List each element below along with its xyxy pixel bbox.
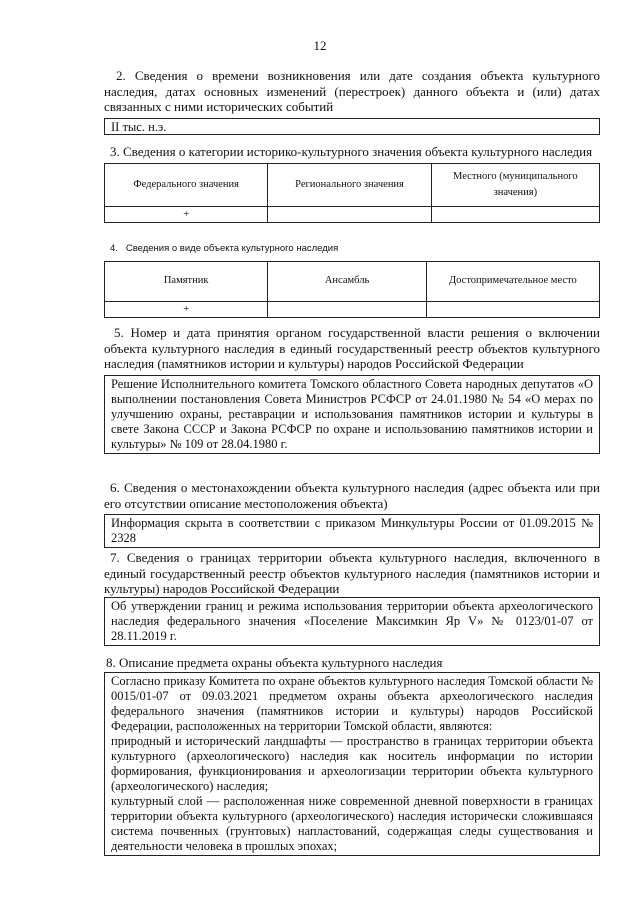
section-3: [104, 144, 600, 223]
section-5-title: 5. Номер и дата принятия органом государственной власти решения о включении объекта культурного наследия в единый государственный реестр объектов культурного наследия (памятников истории и культуры) народов Российской Федерации: [104, 325, 600, 371]
section-3-title: 3. Сведения о категории историко-культурного значения объекта культурного наследия: [110, 144, 593, 159]
section-5-value: Решение Исполнительного комитета Томского областного Совета народных депутатов «О выполнении постановления Совета Министров РСФСР от 24.01.1980 № 54 «О мерах по улучшению охраны, реставрации и использования памятников истории и культуры в свете Закона СССР и Закона РСФСР по охране и использованию памятников истории и культуры» № 109 от 28.04.1980 г.: [104, 375, 600, 454]
section-7: [104, 550, 600, 646]
type-mark-landmark: [426, 301, 599, 318]
category-header-federal: Федерального значения: [105, 163, 268, 206]
section-8-paragraph: природный и исторический ландшафты — пространство в границах территории объекта культурного (археологического) наследия как носитель информации по истории формирования, функционирования и археологизации территории объекта культурного (археологического) наследия;: [111, 733, 593, 793]
type-table: [104, 261, 600, 319]
type-mark-monument: +: [105, 301, 268, 318]
section-7-title: 7. Сведения о границах территории объекта культурного наследия, включенного в единый государственный реестр объектов культурного наследия (памятников истории и культуры) народов Российской Федерации: [104, 550, 600, 596]
type-header-monument: Памятник: [105, 261, 268, 301]
category-mark-local: [431, 206, 599, 223]
page-number: 12: [313, 38, 327, 53]
section-8: [104, 655, 600, 856]
section-2-title: 2. Сведения о времени возникновения или дате создания объекта культурного наследия, датах основных изменений (перестроек) данного объекта и (или) датах связанных с ними исторических событий: [104, 68, 600, 114]
section-8-paragraph: Согласно приказу Комитета по охране объектов культурного наследия Томской области № 0015/01-07 от 09.03.2021 предметом охраны объекта археологического наследия федерального значения (памятников истории и культуры) народов Российской Федерации, расположенных на территории Томской области, являются:: [111, 673, 593, 733]
type-mark-ensemble: [268, 301, 426, 318]
section-4-title: 4. Сведения о виде объекта культурного наследия: [110, 243, 339, 254]
category-table: [104, 163, 600, 224]
category-header-local: Местного (муниципального значения): [431, 163, 599, 206]
section-4: [104, 241, 600, 318]
section-8-title: 8. Описание предмета охраны объекта культурного наследия: [106, 655, 443, 670]
category-mark-regional: [268, 206, 431, 223]
type-header-ensemble: Ансамбль: [268, 261, 426, 301]
section-8-paragraph: культурный слой — расположенная ниже современной дневной поверхности в границах территории объекта культурного (археологического) наследия исторически сложившаяся система почвенных (грунтовых) напластований, содержащая следы существования и деятельности человека в прошлых эпохах;: [111, 793, 593, 853]
category-header-regional: Регионального значения: [268, 163, 431, 206]
section-2-value: II тыс. н.э.: [104, 118, 600, 135]
section-6-value: Информация скрыта в соответствии с приказом Минкультуры России от 01.09.2015 № 2328: [104, 514, 600, 548]
section-2: [104, 68, 600, 135]
section-8-value: [104, 672, 600, 856]
section-6-title: 6. Сведения о местонахождении объекта культурного наследия (адрес объекта или при его отсутствии описание местоположения объекта): [104, 480, 600, 511]
section-5: [104, 325, 600, 454]
section-6: [104, 480, 600, 548]
category-mark-federal: +: [105, 206, 268, 223]
type-header-landmark: Достопримечательное место: [426, 261, 599, 301]
section-7-value: Об утверждении границ и режима использования территории объекта археологического наследия федерального значения «Поселение Максимкин Яр V» № 0123/01-07 от 28.11.2019 г.: [104, 597, 600, 646]
